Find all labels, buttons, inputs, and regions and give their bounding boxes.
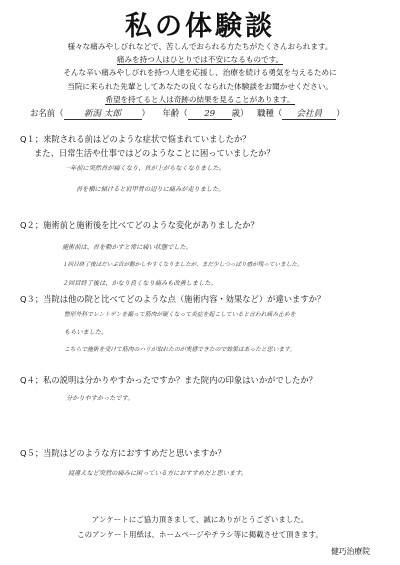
question-1: Q１；来院される前はどのような症状で悩まれていましたか？ [20,134,251,144]
intro-line: 希望を持てると人は奇跡の結果を見ることがあります。 [105,94,295,104]
question-1-sub: また、日常生活や仕事ではどのようなことに困っていましたか？ [34,148,275,158]
answer-1-line: 一年前に突然首が痛くなり、首が上がらなくなりました。 [64,165,225,172]
clinic-name: 健巧治療院 [331,547,370,556]
footer-notice: このアンケート用紙は、ホームページやチラシ等に掲載させて頂きます。 [77,530,323,539]
question-3: Q３；当院は他の院と比べてどのような点（施術内容・効果など）が違いますか？ [20,294,326,304]
question-2: Q２；施術前と施術後を比べてどのような変化がありましたか？ [20,220,259,230]
intro-line: そんな辛い痛みやしびれを持つ人達を応援し、治療を続ける勇気を与えるために [63,68,337,78]
answer-3-line: もらいました。 [64,329,108,336]
answer-2-line: 施術前は、首を動かすと常に痛い状態でした。 [62,244,192,251]
question-4: Q４；私の説明は分かりやすかったですか？また院内の印象はいかがでしたか？ [20,375,317,385]
intro-line: 様々な痛みやしびれなどで、苦しんでおられる方たちがたくさんおられます。 [67,42,333,51]
job-field[interactable]: 会社員 [282,107,336,120]
answer-4-line: 分かりやすかったです。 [66,395,134,402]
intro-line: 当院に来られた先輩としてあなたの良くなられた体験談をお聞かせください。 [67,81,333,91]
age-unit: 歳） [231,108,249,118]
job-close: ） [336,108,345,118]
job-label: 職種（ [257,108,283,118]
answer-5-line: 寝違えなど突然の痛みに困っている方におすすめだと思います。 [68,470,248,477]
profile-row [30,107,370,120]
question-5: Q５；当院はどのような方におすすめだと思いますか？ [20,448,226,458]
intro-line: 痛みを持つ人はひとりでは不安になるものです。 [116,55,284,65]
intro-text [14,40,386,106]
answer-3-line: 整形外科でレントゲンを撮って筋肉が硬くなって炎症を起こしていると言われ痛み止めを [64,312,296,318]
answer-2-line: ２回目終了後は、かなり良くなり痛みも改善しました。 [62,280,217,287]
name-close: ） [141,108,150,118]
name-field[interactable]: 新潟 太郎 [64,107,142,120]
age-label: 年齢（ [162,108,188,118]
footer-thanks: アンケートにご協力頂きまして、誠にありがとうございました。 [91,515,309,524]
age-field[interactable]: 29 [188,109,232,120]
name-label: お名前（ [30,108,64,118]
answer-1-line: 首を横に傾けると肩甲骨の辺りに痛みが走りました。 [76,186,225,193]
answer-3-line: こちらで施術を受けて筋肉のハリが取れたのが実感できたので効果はあったと思います。 [64,347,296,353]
page-title: 私の体験談 [125,11,275,42]
answer-2-line: １回目終了後はだいぶ首が動かしやすくなりましたが、まだ少しつっぱり感が残っていました。 [62,262,303,268]
